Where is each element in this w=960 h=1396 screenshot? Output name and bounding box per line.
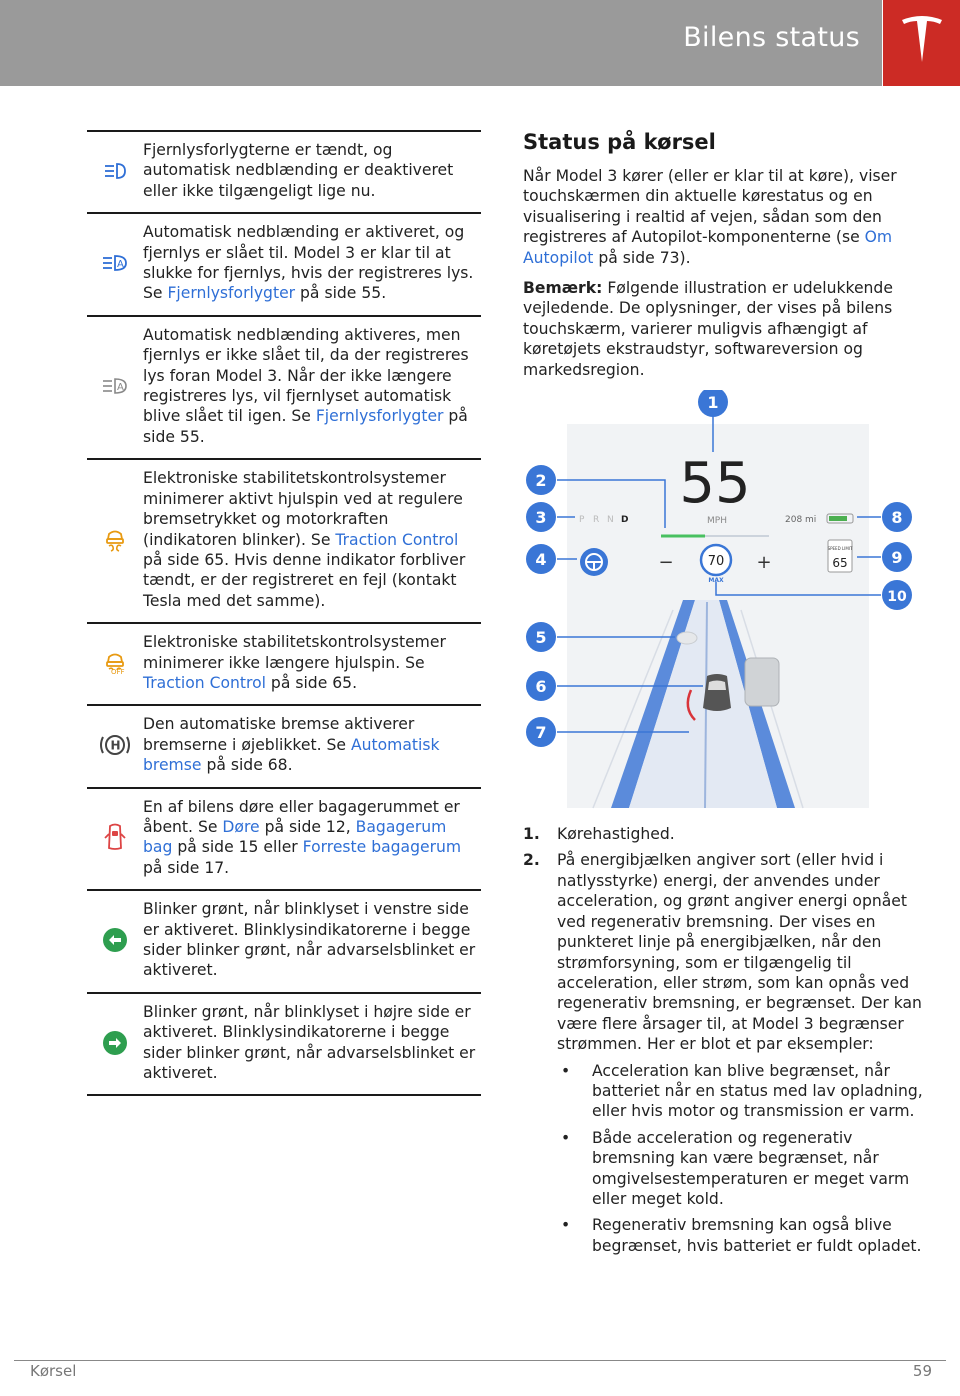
gear-r: R xyxy=(593,515,600,526)
text-segment: Automatisk nedblænding er aktiveret, og fjernlys er slået til. Model 3 er klar til at slukke for fjernlys, hvis der registreres lys. Se xyxy=(143,223,474,303)
bullet-text: Acceleration kan blive begrænset, når batteriet når en status med lav opladning, eller hvis motor og transmission er varm. xyxy=(592,1061,923,1121)
numbered-list xyxy=(523,824,923,1054)
text-segment: En af bilens døre eller bagagerummet er åbent. Se xyxy=(143,797,460,836)
section-heading: Status på kørsel xyxy=(523,130,716,154)
gear-p: P xyxy=(579,515,585,526)
list-number: 2. xyxy=(523,851,540,870)
callout-label: 1 xyxy=(707,393,719,413)
page-number: 59 xyxy=(912,1362,932,1380)
list-number: 1. xyxy=(523,825,540,844)
text-segment: på side 12, xyxy=(259,817,356,836)
gear-d: D xyxy=(621,515,629,526)
text-segment: Automatisk nedblænding aktiveres, men fjernlys er ikke slået til, da der registreres lys foran Model 3. Når der ikke længere registreres lys, vil fjernlyset automatisk blive slået til igen. Se xyxy=(143,325,469,426)
bullet-marker: • xyxy=(561,1216,571,1235)
range-readout: 208 mi xyxy=(785,515,817,526)
svg-text:A: A xyxy=(117,259,124,271)
indicator-description xyxy=(143,714,481,775)
link-traction-control[interactable]: Traction Control xyxy=(143,673,266,692)
indicator-row xyxy=(87,458,481,622)
speed-unit: MPH xyxy=(707,516,727,527)
indicator-table xyxy=(87,130,481,1096)
text-segment: på side 15 eller xyxy=(172,838,303,857)
indicator-row xyxy=(87,212,481,315)
own-car xyxy=(703,674,731,711)
auto-high-beam-standby-icon xyxy=(87,325,143,447)
link-automatisk-bremse[interactable]: Automatisk bremse xyxy=(143,735,440,775)
link-fjernlysforlygter[interactable]: Fjernlysforlygter xyxy=(315,407,444,426)
text-segment: på side 65. xyxy=(265,673,358,692)
turn-right-icon xyxy=(87,1002,143,1084)
list-item xyxy=(523,824,923,844)
indicator-description xyxy=(143,797,481,879)
callout-label: 6 xyxy=(535,677,547,697)
vehicle-hold-icon xyxy=(87,714,143,775)
text-segment: på side 55. xyxy=(143,407,468,446)
brand-logo xyxy=(883,0,960,86)
callout-label: 2 xyxy=(535,471,547,491)
indicator-row xyxy=(87,704,481,786)
bullet-text: Regenerativ bremsning kan også blive begrænset, hvis batteriet er fuldt opladet. xyxy=(592,1216,922,1255)
set-speed-value: 70 xyxy=(707,554,725,570)
svg-text:H: H xyxy=(110,738,121,753)
text-segment: på side 68. xyxy=(201,756,293,775)
tesla-logo-icon xyxy=(900,14,944,66)
speed-limit-label: SPEED LIMIT xyxy=(827,546,853,552)
bullet-marker: • xyxy=(561,1128,571,1147)
minus-button: − xyxy=(658,552,674,574)
stability-control-icon xyxy=(87,468,143,611)
touchscreen-illustration xyxy=(523,390,923,820)
svg-text:OFF: OFF xyxy=(111,667,125,675)
list-item xyxy=(557,1128,923,1210)
indicator-row xyxy=(87,622,481,704)
indicator-row xyxy=(87,315,481,458)
bullet-list xyxy=(557,1061,923,1257)
driving-status-section xyxy=(523,130,923,1262)
list-item xyxy=(557,1215,923,1256)
page-title: Bilens status xyxy=(683,22,860,53)
plus-button: + xyxy=(756,552,772,574)
auto-high-beam-on-icon xyxy=(87,222,143,304)
list-item xyxy=(557,1061,923,1122)
indicator-row xyxy=(87,787,481,890)
intro-paragraph xyxy=(523,166,923,268)
link-traction-control[interactable]: Traction Control xyxy=(335,530,459,549)
list-text: På energibjælken angiver sort (eller hvid i natlysstyrke) energi, der anvendes under acceleration, og grønt angiver energi opnået ved regenerativ bremsning. Der vises en punkteret linje på energibjælken, når den strømforsyning, som er tilgængelig til acceleration, eller strøm, som kan opnås ved regenerativ bremsning, er begrænset. Der kan være flere årsager til, at Model 3 begrænser strømmen. Her er blot et par eksempler: xyxy=(557,851,922,1054)
text-segment: Elektroniske stabilitetskontrolsystemer minimerer aktivt hjulspin ved at regulere bremsetrykket og motorkraften (indikatoren blinker). Se xyxy=(143,469,463,549)
note-label: Bemærk: xyxy=(523,279,603,298)
bullet-marker: • xyxy=(561,1061,571,1080)
gear-n: N xyxy=(607,515,614,526)
link-forreste-bagagerum[interactable]: Forreste bagagerum xyxy=(302,838,462,857)
indicator-description: Blinker grønt, når blinklyset i højre side er aktiveret. Blinklysindikatorerne i begge sider blinker grønt, når advarselsblinket er aktiveret. xyxy=(143,1002,476,1083)
link-bagagerum-bag[interactable]: Bagagerum bag xyxy=(143,817,447,857)
page-header xyxy=(0,0,882,86)
list-text: Kørehastighed. xyxy=(557,825,675,844)
indicator-description xyxy=(143,632,481,693)
footer-divider xyxy=(14,1360,946,1361)
indicator-row xyxy=(87,992,481,1097)
bullet-text: Både acceleration og regenerativ bremsning kan være begrænset, når omgivelsestemperaturen er meget varm eller meget kold. xyxy=(592,1128,910,1208)
callout-label: 10 xyxy=(887,589,907,606)
indicator-description xyxy=(143,222,481,304)
link-doere[interactable]: Døre xyxy=(222,817,260,836)
link-om-autopilot[interactable]: Om Autopilot xyxy=(523,228,893,267)
indicator-description: Blinker grønt, når blinklyset i venstre side er aktiveret. Blinklysindikatorerne i begge sider blinker grønt, når advarselsblinket er aktiveret. xyxy=(143,900,476,980)
text-segment: på side 73). xyxy=(593,248,691,267)
indicator-description xyxy=(143,468,481,611)
note-paragraph xyxy=(523,278,923,380)
list-item xyxy=(523,850,923,1054)
text-segment: Den automatiske bremse aktiverer bremserne i øjeblikket. Se xyxy=(143,715,415,754)
indicator-description: Fjernlysforlygterne er tændt, og automatisk nedblænding er deaktiveret eller ikke tilgængeligt lige nu. xyxy=(143,141,454,200)
callout-label: 4 xyxy=(535,550,547,570)
svg-text:A: A xyxy=(117,382,124,394)
door-open-icon xyxy=(87,797,143,879)
indicator-row xyxy=(87,889,481,992)
nearby-vehicle xyxy=(745,658,779,706)
text-segment: på side 65. Hvis denne indikator forbliver tændt, er der registreret en fejl (kontakt Tesla med det samme). xyxy=(143,550,466,610)
turn-left-icon xyxy=(87,899,143,981)
indicator-row xyxy=(87,130,481,212)
callout-label: 5 xyxy=(535,628,547,648)
speed-readout: 55 xyxy=(679,451,751,517)
text-segment: på side 17. xyxy=(143,858,230,877)
footer-section: Kørsel xyxy=(30,1362,77,1380)
indicator-description xyxy=(143,325,481,447)
callout-label: 3 xyxy=(535,508,547,528)
callout-label: 8 xyxy=(891,508,903,528)
road-object xyxy=(677,632,697,644)
text-segment: Elektroniske stabilitetskontrolsystemer minimerer ikke længere hjulspin. Se xyxy=(143,633,446,672)
callout-label: 9 xyxy=(891,548,903,568)
note-text: Følgende illustration er udelukkende vejledende. De oplysninger, der vises på bilens touchskærm, varierer muligvis afhængigt af køretøjets ekstraudstyr, softwareversion og markedsregion. xyxy=(523,279,893,379)
stability-control-off-icon xyxy=(87,632,143,693)
touchscreen-diagram xyxy=(523,390,923,820)
high-beam-on-icon xyxy=(87,140,143,201)
text-segment: på side 55. xyxy=(295,284,387,303)
text-segment: Når Model 3 kører (eller er klar til at køre), viser touchskærmen din aktuelle kørestatus og en visualisering i realtid af vejen, sådan som den registreres af Autopilot-komponenterne (se xyxy=(523,167,897,247)
callout-label: 7 xyxy=(535,723,547,743)
link-fjernlysforlygter[interactable]: Fjernlysforlygter xyxy=(167,284,296,303)
max-label: MAX xyxy=(708,577,724,585)
speed-limit-value: 65 xyxy=(832,556,848,571)
